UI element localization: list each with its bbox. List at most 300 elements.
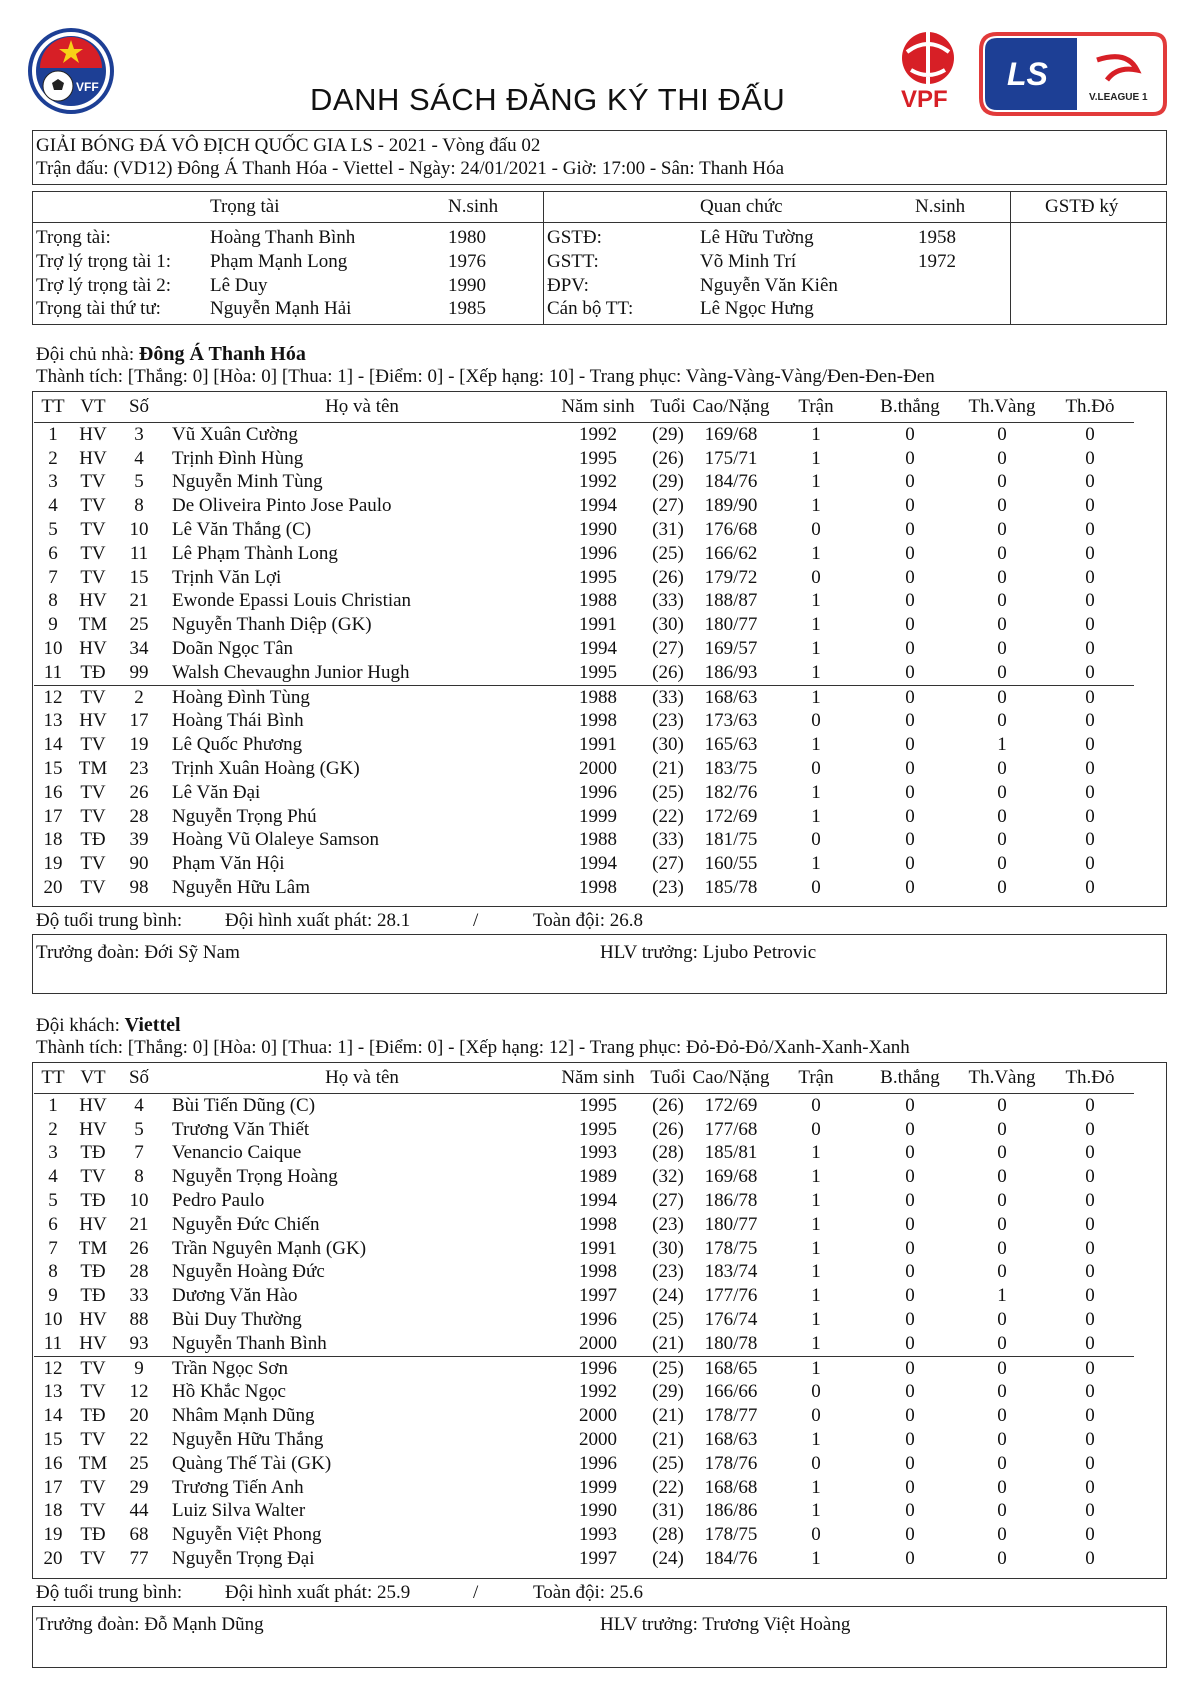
player-matches: 0 [811,1524,821,1546]
player-row [34,1404,1134,1428]
player-age: (23) [652,1213,684,1235]
player-name: Dương Văn Hào [172,1285,298,1307]
player-name: Trần Nguyên Mạnh (GK) [172,1237,367,1259]
player-number: 88 [129,1309,149,1331]
player-name: Nguyễn Việt Phong [172,1524,322,1546]
player-age: (27) [652,495,684,517]
player-yellow-cards: 1 [997,1285,1007,1307]
col-age: Tuổi [650,1067,686,1088]
player-number: 4 [134,1094,144,1116]
player-red-cards: 0 [1085,590,1095,612]
player-position: TĐ [80,829,106,851]
player-goals: 0 [905,805,915,827]
col-name: Họ và tên [325,396,399,417]
player-row [34,876,1134,900]
player-yellow-cards: 0 [997,829,1007,851]
player-goals: 0 [905,829,915,851]
player-number: 21 [129,1213,149,1235]
player-yellow-cards: 0 [997,661,1007,683]
player-number: 5 [134,471,144,493]
player-number: 93 [129,1332,149,1354]
player-index: 9 [48,1285,58,1307]
player-row [34,757,1134,781]
away-team-heading [36,1014,181,1037]
player-red-cards: 0 [1085,614,1095,636]
player-matches: 1 [811,638,821,660]
player-yellow-cards: 0 [997,1332,1007,1354]
col-position: VT [80,1067,106,1088]
player-height-weight: 177/76 [704,1285,758,1307]
player-red-cards: 0 [1085,758,1095,780]
player-name: Quàng Thế Tài (GK) [172,1452,332,1474]
officials-header-line [32,222,1167,223]
player-height-weight: 172/69 [704,805,758,827]
away-team-record: Thành tích: [Thắng: 0] [Hòa: 0] [Thua: 1] - [Điểm: 0] - [Xếp hạng: 12] - Trang phục: Đỏ-Đỏ-Đỏ/Xanh-Xanh-Xanh [36,1037,910,1058]
vpf-logo-text: VPF [901,86,948,113]
player-number: 25 [129,1452,149,1474]
player-goals: 0 [905,1118,915,1140]
player-position: HV [79,1213,107,1235]
player-index: 7 [48,566,58,588]
player-height-weight: 175/71 [704,447,758,469]
player-yellow-cards: 0 [997,638,1007,660]
player-yellow-cards: 0 [997,1166,1007,1188]
player-birth-year: 1988 [579,590,617,612]
player-yellow-cards: 0 [997,1548,1007,1570]
player-height-weight: 165/63 [704,734,758,756]
player-matches: 1 [770,685,862,709]
player-position: TV [80,805,106,827]
player-birth-year: 1988 [579,829,617,851]
player-matches: 0 [811,566,821,588]
player-goals: 0 [905,1166,915,1188]
player-red-cards: 0 [1085,661,1095,683]
player-height-weight: 189/90 [704,495,758,517]
player-height-weight: 181/75 [704,829,758,851]
player-yellow-cards: 0 [997,1309,1007,1331]
player-height-weight: 178/77 [704,1405,758,1427]
player-name: Walsh Chevaughn Junior Hugh [172,661,410,683]
player-yellow-cards: 0 [997,1476,1007,1498]
home-avg-start: Đội hình xuất phát: 28.1 [225,910,411,931]
officials-header-sign: GSTĐ ký [1045,196,1119,217]
player-goals: 0 [905,590,915,612]
player-height-weight: 169/68 [704,423,758,445]
player-matches: 1 [811,805,821,827]
player-row [34,1356,1134,1380]
player-position: TV [80,542,106,564]
player-goals: 0 [905,614,915,636]
page-title: DANH SÁCH ĐĂNG KÝ THI ĐẤU [310,82,786,117]
away-avg-slash: / [473,1582,479,1603]
home-avg-age-label: Độ tuổi trung bình: [36,910,183,931]
staff-role: GSTT: [547,251,599,272]
player-goals: 0 [905,638,915,660]
player-matches: 0 [811,1118,821,1140]
referee-name: Nguyễn Mạnh Hải [210,298,352,319]
player-matches: 1 [770,1356,862,1380]
player-height-weight: 169/57 [704,638,758,660]
player-red-cards: 0 [1085,853,1095,875]
player-row [34,637,1134,661]
player-position: HV [79,638,107,660]
player-number: 23 [129,758,149,780]
officials-sign-divider [1010,191,1011,325]
ls-logo-text: LS [1007,56,1048,92]
player-goals: 0 [905,853,915,875]
player-height-weight: 166/66 [704,1381,758,1403]
player-red-cards: 0 [1085,1429,1095,1451]
staff-name: Võ Minh Trí [700,251,797,272]
player-red-cards: 0 [1085,495,1095,517]
player-red-cards: 0 [1085,638,1095,660]
player-birth-year: 1994 [579,853,617,875]
player-number: 10 [129,1190,149,1212]
player-red-cards: 0 [1085,1309,1095,1331]
player-index: 16 [43,781,63,803]
player-row [34,852,1134,876]
player-matches: 1 [811,1332,821,1354]
player-matches: 1 [811,1166,821,1188]
col-goals: B.thắng [880,1067,940,1088]
player-position: HV [79,447,107,469]
player-age: (30) [652,734,684,756]
player-goals: 0 [905,1381,915,1403]
staff-role: Cán bộ TT: [547,298,634,319]
player-age: (30) [652,614,684,636]
roster-header-row [34,392,1134,423]
player-goals: 0 [905,1452,915,1474]
player-height-weight: 168/65 [692,1356,770,1380]
col-number: Số [128,396,150,417]
home-roster-footer-line [32,906,1167,907]
player-age: (24) [652,1285,684,1307]
player-age: (21) [652,1332,684,1354]
player-red-cards: 0 [1085,566,1095,588]
player-number: 28 [129,805,149,827]
player-age: (28) [652,1524,684,1546]
player-position: TĐ [80,1524,106,1546]
player-yellow-cards: 0 [997,853,1007,875]
player-age: (23) [652,877,684,899]
player-index: 6 [48,1213,58,1235]
referee-name: Lê Duy [210,275,268,296]
player-yellow-cards: 0 [997,877,1007,899]
player-age: (21) [652,1405,684,1427]
away-avg-all: Toàn đội: 25.6 [533,1582,644,1603]
player-birth-year: 1998 [579,1261,617,1283]
player-goals: 0 [905,1213,915,1235]
player-number: 19 [129,734,149,756]
player-index: 12 [34,1356,72,1380]
player-name: Nguyễn Trọng Hoàng [172,1166,338,1188]
player-index: 10 [43,1309,63,1331]
player-number: 77 [129,1548,149,1570]
player-yellow-cards: 0 [997,471,1007,493]
player-row [34,1452,1134,1476]
player-position: TM [78,1237,108,1259]
player-number: 8 [134,1166,144,1188]
player-name: Nhâm Mạnh Dũng [172,1405,315,1427]
player-index: 2 [48,447,58,469]
player-yellow-cards: 0 [958,1356,1046,1380]
away-roster-footer-line [32,1578,1167,1579]
player-age: (23) [652,710,684,732]
player-row [34,1118,1134,1142]
player-number: 22 [129,1429,149,1451]
player-height-weight: 183/74 [704,1261,758,1283]
player-yellow-cards: 0 [997,1500,1007,1522]
player-age: (29) [652,471,684,493]
player-red-cards: 0 [1085,734,1095,756]
player-red-cards: 0 [1085,877,1095,899]
player-index: 20 [43,1548,63,1570]
player-matches: 1 [811,1429,821,1451]
player-matches: 0 [811,1381,821,1403]
player-red-cards: 0 [1085,1500,1095,1522]
player-goals: 0 [905,1405,915,1427]
player-goals: 0 [905,423,915,445]
player-name: Nguyễn Hoàng Đức [172,1261,325,1283]
player-index: 8 [48,590,58,612]
player-birth-year: 1988 [552,685,644,709]
player-matches: 0 [811,829,821,851]
away-roster-table [34,1063,1134,1571]
staff-year: 1958 [918,227,956,248]
player-height-weight: 186/93 [704,661,758,683]
player-matches: 1 [811,542,821,564]
player-name: Nguyễn Thanh Diệp (GK) [172,614,372,636]
player-name: Ewonde Epassi Louis Christian [172,590,412,612]
player-name: Trần Ngọc Sơn [164,1356,552,1380]
player-row [34,1500,1134,1524]
player-red-cards: 0 [1085,1381,1095,1403]
player-row [34,1165,1134,1189]
vff-logo [28,28,114,114]
player-row [34,1381,1134,1405]
player-birth-year: 1993 [579,1142,617,1164]
player-matches: 1 [811,423,821,445]
player-matches: 0 [811,1094,821,1116]
player-red-cards: 0 [1085,1118,1095,1140]
player-matches: 1 [811,781,821,803]
away-coach: HLV trưởng: Trương Việt Hoàng [600,1614,851,1635]
player-goals: 0 [862,685,958,709]
player-age: (30) [652,1237,684,1259]
player-position: TV [80,1166,106,1188]
home-team-record: Thành tích: [Thắng: 0] [Hòa: 0] [Thua: 1] - [Điểm: 0] - [Xếp hạng: 10] - Trang phục: Vàng-Vàng-Vàng/Đen-Đen-Đen [36,366,935,387]
player-index: 1 [48,423,58,445]
player-height-weight: 178/75 [704,1237,758,1259]
player-height-weight: 177/68 [704,1118,758,1140]
player-birth-year: 1994 [579,638,617,660]
officials-header-official: Quan chức [700,196,783,217]
player-row [34,710,1134,734]
player-yellow-cards: 0 [997,495,1007,517]
player-age: (25) [652,781,684,803]
player-yellow-cards: 0 [997,1118,1007,1140]
player-row [34,805,1134,829]
player-position: TM [78,1452,108,1474]
officials-divider [543,191,544,325]
col-height-weight: Cao/Nặng [692,396,770,417]
player-name: Lê Văn Thắng (C) [172,519,312,541]
player-index: 1 [48,1094,58,1116]
player-birth-year: 1991 [579,734,617,756]
player-position: TV [80,1476,106,1498]
player-age: (25) [652,1309,684,1331]
player-position: TV [72,1356,114,1380]
player-position: TV [80,495,106,517]
player-red-cards: 0 [1085,1476,1095,1498]
player-goals: 0 [905,1429,915,1451]
col-yellow-cards: Th.Vàng [968,396,1036,417]
player-birth-year: 1991 [579,614,617,636]
player-index: 11 [43,1332,63,1354]
player-red-cards: 0 [1085,710,1095,732]
player-position: TV [72,685,114,709]
player-name: Doãn Ngọc Tân [172,638,294,660]
player-goals: 0 [905,1524,915,1546]
player-goals: 0 [905,1142,915,1164]
player-red-cards: 0 [1085,1285,1095,1307]
player-height-weight: 180/77 [704,1213,758,1235]
player-row [34,661,1134,685]
player-height-weight: 168/68 [704,1476,758,1498]
player-index: 17 [43,1476,63,1498]
player-yellow-cards: 0 [997,614,1007,636]
col-tt: TT [41,1067,65,1088]
player-matches: 1 [811,853,821,875]
player-birth-year: 2000 [579,758,617,780]
player-yellow-cards: 1 [997,734,1007,756]
player-row [34,1284,1134,1308]
player-goals: 0 [862,1356,958,1380]
player-age: (27) [652,638,684,660]
player-name: Hoàng Thái Bình [172,710,304,732]
player-matches: 1 [811,471,821,493]
player-name: Nguyễn Trọng Đại [172,1548,315,1570]
col-position: VT [80,396,106,417]
player-position: HV [79,1094,107,1116]
player-age: (26) [652,566,684,588]
player-birth-year: 1992 [579,1381,617,1403]
player-index: 7 [48,1237,58,1259]
player-goals: 0 [905,495,915,517]
player-row [34,447,1134,471]
player-red-cards: 0 [1085,1261,1095,1283]
player-birth-year: 1998 [579,877,617,899]
player-birth-year: 1995 [579,1118,617,1140]
player-index: 18 [43,829,63,851]
player-name: Trịnh Văn Lợi [172,566,282,588]
player-goals: 0 [905,1237,915,1259]
col-height-weight: Cao/Nặng [692,1067,770,1088]
player-age: (21) [652,1429,684,1451]
player-row [34,1094,1134,1118]
player-birth-year: 1997 [579,1285,617,1307]
player-index: 4 [48,495,58,517]
home-avg-all: Toàn đội: 26.8 [533,910,644,931]
player-index: 10 [43,638,63,660]
player-height-weight: 186/78 [704,1190,758,1212]
player-name: Vũ Xuân Cường [172,423,298,445]
away-team-name: Viettel [124,1014,181,1036]
player-birth-year: 1998 [579,710,617,732]
officials-header-birth: N.sinh [448,196,499,217]
away-avg-start: Đội hình xuất phát: 25.9 [225,1582,411,1603]
player-name: Phạm Văn Hội [172,853,285,875]
player-birth-year: 1996 [579,781,617,803]
player-yellow-cards: 0 [997,710,1007,732]
player-birth-year: 1991 [579,1237,617,1259]
player-age: (32) [652,1166,684,1188]
player-red-cards: 0 [1085,1213,1095,1235]
player-position: TV [80,1500,106,1522]
home-avg-slash: / [473,910,479,931]
player-name: Lê Phạm Thành Long [172,542,338,564]
player-birth-year: 1990 [579,1500,617,1522]
player-position: TĐ [80,1190,106,1212]
player-matches: 0 [811,1405,821,1427]
player-name: Trịnh Đình Hùng [172,447,304,469]
player-index: 6 [48,542,58,564]
player-birth-year: 1995 [579,1094,617,1116]
col-birth-year: Năm sinh [561,1067,635,1088]
player-age: (26) [652,661,684,683]
staff-role: GSTĐ: [547,227,602,248]
player-birth-year: 1990 [579,519,617,541]
player-name: Venancio Caique [172,1142,302,1164]
player-position: TV [80,566,106,588]
referee-year: 1990 [448,275,486,296]
vleague-logo [977,30,1167,118]
player-name: Nguyễn Hữu Thắng [172,1429,324,1451]
player-number: 10 [129,519,149,541]
player-position: HV [79,710,107,732]
player-goals: 0 [905,1261,915,1283]
player-row [34,471,1134,495]
player-index: 3 [48,1142,58,1164]
player-yellow-cards: 0 [997,1429,1007,1451]
player-goals: 0 [905,877,915,899]
vleague-logo-text: V.LEAGUE 1 [1089,92,1148,103]
player-matches: 1 [811,1261,821,1283]
col-yellow-cards: Th.Vàng [968,1067,1036,1088]
player-row [34,494,1134,518]
player-name: Bùi Tiến Dũng (C) [172,1094,316,1116]
player-position: HV [79,590,107,612]
player-position: TĐ [80,1285,106,1307]
player-red-cards: 0 [1046,1356,1134,1380]
player-position: TV [80,781,106,803]
col-age: Tuổi [650,396,686,417]
player-birth-year: 1995 [579,566,617,588]
player-row [34,1523,1134,1547]
player-height-weight: 166/62 [704,542,758,564]
player-red-cards: 0 [1085,1524,1095,1546]
player-age: (26) [652,1118,684,1140]
player-index: 15 [43,758,63,780]
player-yellow-cards: 0 [997,542,1007,564]
player-matches: 1 [811,1309,821,1331]
player-yellow-cards: 0 [997,805,1007,827]
player-row [34,1213,1134,1237]
player-birth-year: 2000 [579,1332,617,1354]
player-row [34,542,1134,566]
home-team-heading [36,343,306,366]
player-yellow-cards: 0 [997,758,1007,780]
